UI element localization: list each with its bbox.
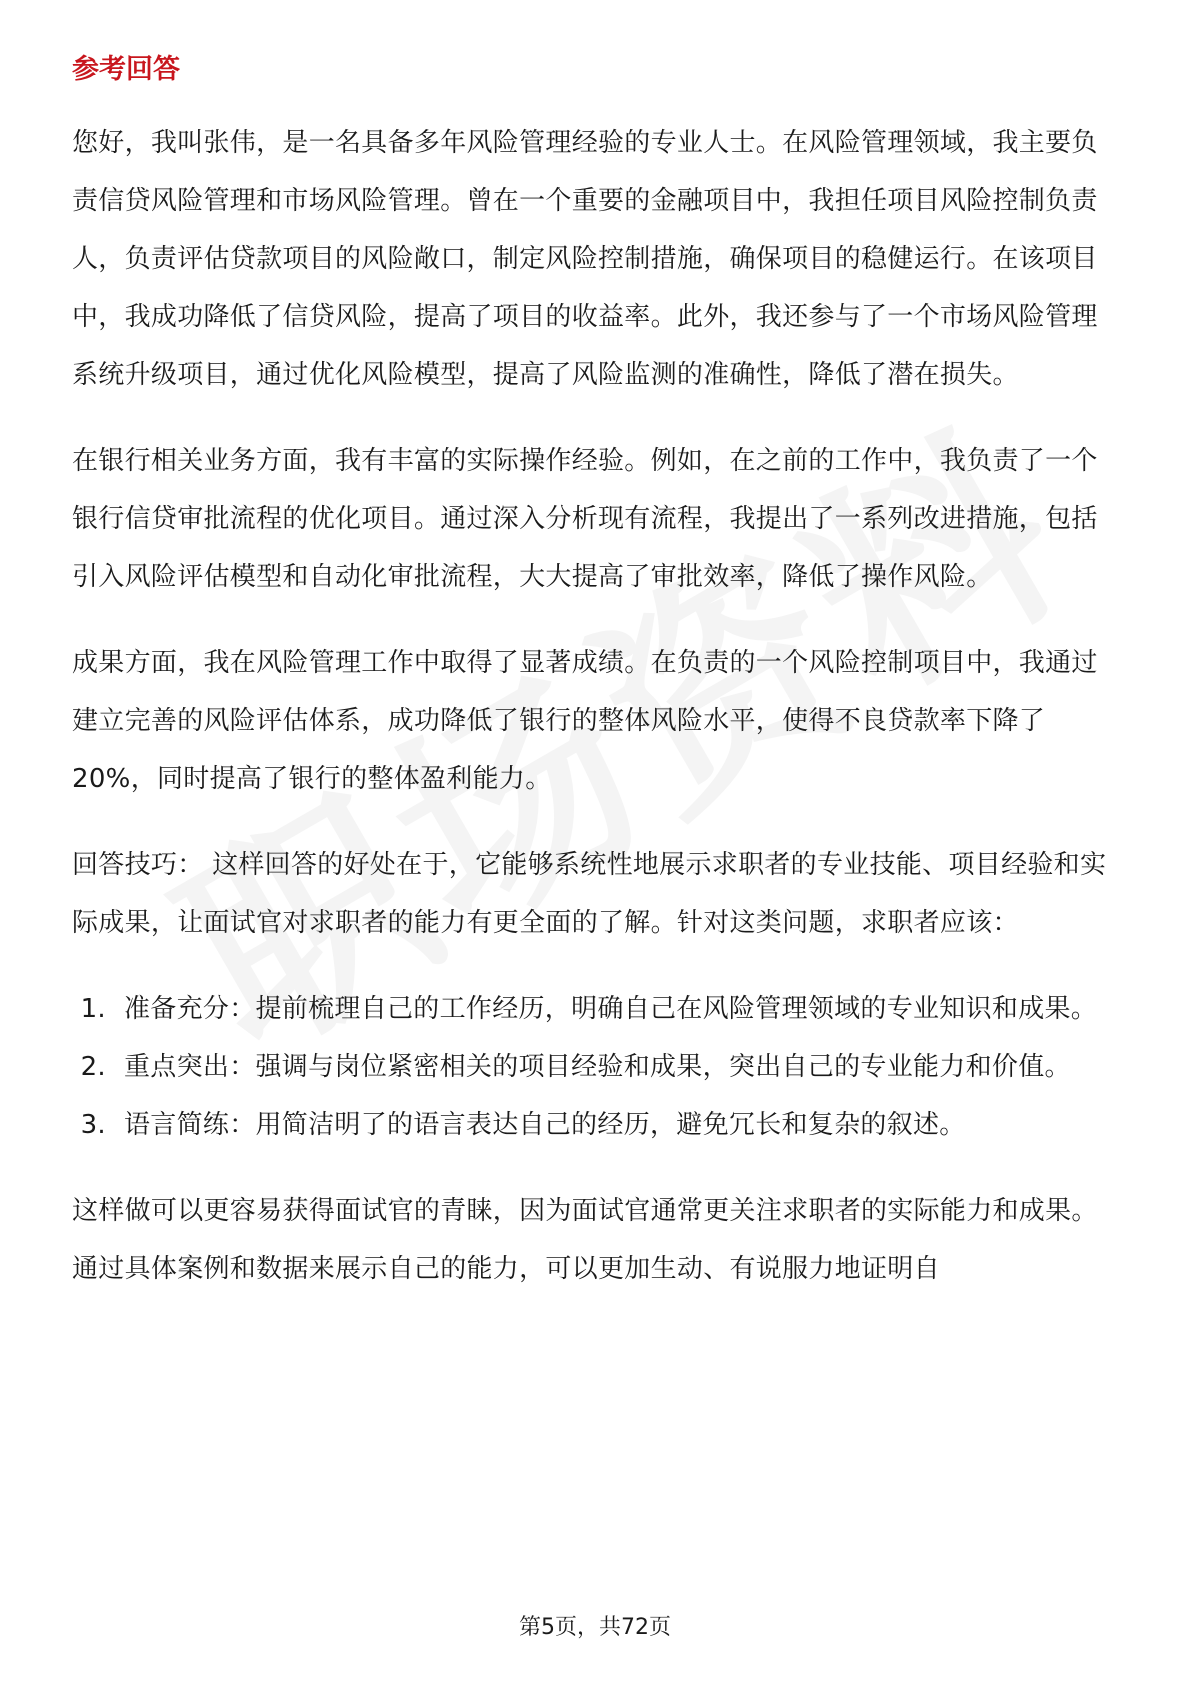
page-number: 第5页，共72页 — [519, 1615, 671, 1640]
list-item — [72, 1038, 1118, 1096]
document-body — [72, 50, 1118, 1326]
list-item — [72, 980, 1118, 1038]
tips-list — [72, 980, 1118, 1154]
paragraph-tips: 回答技巧： 这样回答的好处在于，它能够系统性地展示求职者的专业技能、项目经验和实际成果，让面试官对求职者的能力有更全面的了解。针对这类问题，求职者应该： — [72, 850, 1107, 938]
paragraph-closing: 这样做可以更容易获得面试官的青睐，因为面试官通常更关注求职者的实际能力和成果。通过具体案例和数据来展示自己的能力，可以更加生动、有说服力地证明自 — [72, 1196, 1098, 1284]
list-item — [72, 1096, 1118, 1154]
list-number: 3. — [80, 1110, 106, 1140]
list-text: 准备充分：提前梳理自己的工作经历，明确自己在风险管理领域的专业知识和成果。 — [124, 994, 1098, 1024]
paragraph-results: 成果方面，我在风险管理工作中取得了显著成绩。在负责的一个风险控制项目中，我通过建立完善的风险评估体系，成功降低了银行的整体风险水平，使得不良贷款率下降了20%，同时提高了银行的整体盈利能力。 — [72, 648, 1098, 794]
list-number: 2. — [80, 1052, 106, 1082]
list-number: 1. — [80, 994, 106, 1024]
paragraph-intro: 您好，我叫张伟，是一名具备多年风险管理经验的专业人士。在风险管理领域，我主要负责信贷风险管理和市场风险管理。曾在一个重要的金融项目中，我担任项目风险控制负责人，负责评估贷款项目的风险敞口，制定风险控制措施，确保项目的稳健运行。在该项目中，我成功降低了信贷风险，提高了项目的收益率。此外，我还参与了一个市场风险管理系统升级项目，通过优化风险模型，提高了风险监测的准确性，降低了潜在损失。 — [72, 128, 1098, 390]
list-text: 语言简练：用简洁明了的语言表达自己的经历，避免冗长和复杂的叙述。 — [124, 1110, 966, 1140]
list-text: 重点突出：强调与岗位紧密相关的项目经验和成果，突出自己的专业能力和价值。 — [124, 1052, 1071, 1082]
paragraph-banking: 在银行相关业务方面，我有丰富的实际操作经验。例如，在之前的工作中，我负责了一个银行信贷审批流程的优化项目。通过深入分析现有流程，我提出了一系列改进措施，包括引入风险评估模型和自动化审批流程，大大提高了审批效率，降低了操作风险。 — [72, 446, 1098, 592]
section-heading: 参考回答 — [72, 54, 180, 85]
